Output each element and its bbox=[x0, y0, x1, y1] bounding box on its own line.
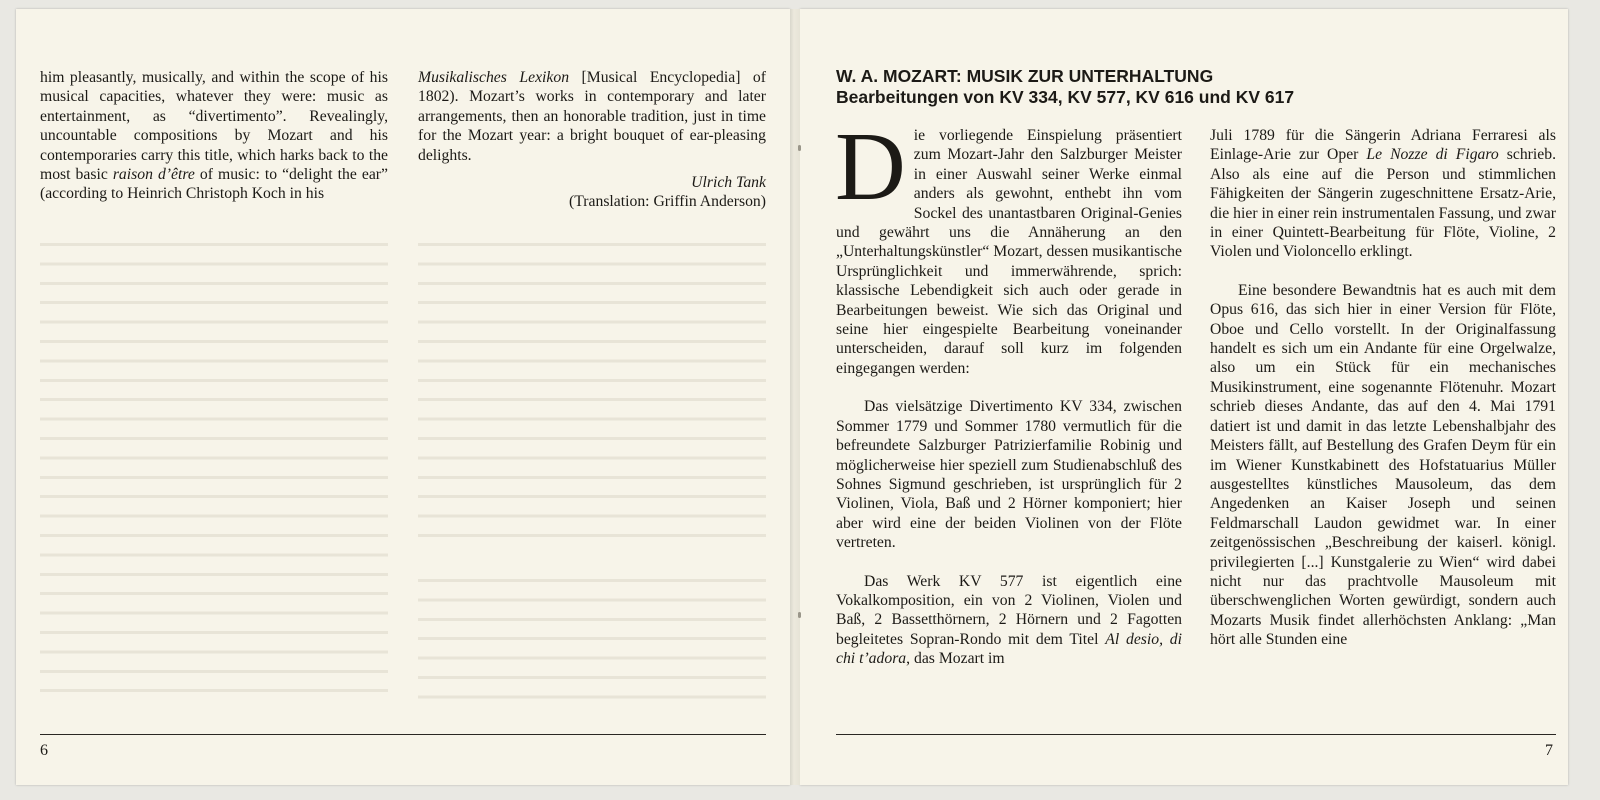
page-number: 6 bbox=[40, 742, 48, 759]
right-column-1 bbox=[835, 113, 1183, 669]
paragraph-text: of music: to “delight the ear” (according to Heinrich Christoph Koch in his bbox=[40, 166, 388, 203]
italic-title: Al desio, di chi t’adora bbox=[836, 630, 1183, 668]
paragraph-text: Juli 1789 für die Sängerin Adriana Ferraresi als Einlage-Arie zur Oper bbox=[1210, 127, 1556, 164]
footer-rule bbox=[836, 734, 1556, 735]
paragraph bbox=[40, 68, 388, 204]
paragraph: Eine besondere Bewandtnis hat es auch mit dem Opus 616, das sich hier in einer Version für Flöte, Oboe und Cello vorstellt. In der Originalfassung handelt es sich um ein Andante für eine Orgelwalze, also um ein Stück für ein mechanisches Musikinstrument, eine sogenannte Flötenuhr. Mozart schrieb dieses Andante, das auf den 4. Mai 1791 datiert ist und damit in das letzte Lebenshalbjahr des Meisters fällt, auf Bestellung des Grafen Deym für ein im Wiener Kunstkabinett des Hofstatuarius Müller ausgestelltes künstliches Mausoleum, das dem Angedenken an Kaiser Joseph und seinen Feldmarschall Laudon gewidmet war. In einer zeitgenössischen „Beschreibung der kaiserl. königl. privilegierten [...] Kunstgalerie zu Wien“ wird dabei nicht nur das prachtvolle Mausoleum mit überschwenglichen Worten gewürdigt, sondern auch Mozarts Musik findet allerhöchsten Anklang: „Man hört alle Stunden eine bbox=[1210, 281, 1556, 649]
paragraph-text: him pleasantly, musically, and within the scope of his musical capacities, whatever they were: music as entertainment, as “divertimento”. Revealingly, uncountable compositions by Mozart and his contemporaries carry this title, which harks back to the most basic bbox=[40, 69, 388, 184]
show-through-texture bbox=[418, 232, 766, 542]
staple-hole bbox=[798, 612, 801, 618]
drop-cap: D bbox=[835, 113, 906, 221]
paragraph-text: , das Mozart im bbox=[906, 650, 1005, 668]
italic-title: Musikalisches Lexikon bbox=[418, 69, 570, 86]
staple-hole bbox=[798, 145, 801, 151]
show-through-texture bbox=[418, 568, 766, 703]
left-column-1 bbox=[40, 68, 388, 204]
left-column-2 bbox=[418, 68, 766, 212]
section-heading bbox=[836, 66, 1294, 108]
footer-rule bbox=[40, 734, 766, 735]
italic-title: Le Nozze di Figaro bbox=[1366, 146, 1499, 164]
heading-title: W. A. MOZART: MUSIK ZUR UNTERHALTUNG bbox=[836, 66, 1214, 86]
paragraph-text: schrieb. Also als eine auf die Person und stimmlichen Fähigkeiten der Sängerin zugeschnittene Ersatz-Arie, die hier in einer rein instrumentalen Fassung, und zwar in einer Quintett-Bearbeitung für Flöte, Violine, 2 Violen und Violoncello erklingt. bbox=[1210, 146, 1556, 261]
paragraph-text: Das Werk KV 577 ist eigentlich eine Vokalkomposition, ein von 2 Violinen, Violen und Baß, 2 Bassetthörnern, 2 Hörnern und 2 Fagotten begleitetes Sopran-Rondo mit dem Titel bbox=[836, 572, 1182, 648]
paragraph: Das vielsätzige Divertimento KV 334, zwischen Sommer 1779 und Sommer 1780 vermutlich für die befreundete Salzburger Patrizierfamilie Robinig und möglicherweise hier speziell zum Studienabschluß des Sohnes Sigmund geschrieben, ist ursprünglich für 2 Violinen, Viola, Baß und 2 Hörner komponiert; hier aber wird eine der beiden Violinen von der Flöte vertreten. bbox=[836, 398, 1182, 552]
translation-credit: (Translation: Griffin Anderson) bbox=[569, 193, 766, 211]
italic-phrase: raison d’être bbox=[112, 166, 195, 184]
paragraph-text: ie vorliegende Einspielung präsentiert zum Mozart-Jahr den Salzburger Meister in einer Auswahl seiner Werke einmal anders als gewohnt, enthebt ihn vom Sockel des unantastbaren Original-Genies und gewährt uns die Annäherung an den „Unterhaltungskünstler“ Mozart, dessen musikantische Ursprünglichkeit und immerwährende, sprich: klassische Lebendigkeit sich auch oder gerade in Bearbeitungen beweist. Wie sich das Original und seine hier eingespielte Bearbeitung voneinander unterscheiden, darauf soll kurz im folgenden eingegangen werden: bbox=[836, 127, 1182, 377]
paragraph bbox=[836, 572, 1182, 669]
right-column-2 bbox=[1210, 126, 1556, 650]
paragraph bbox=[1210, 126, 1556, 262]
paragraph-text: [Musical Encyclopedia] of 1802). Mozart’s works in contemporary and later arrangements, then an honorable tradition, just in time for the Mozart year: a bright bouquet of ear-pleasing delights. bbox=[418, 69, 766, 164]
author-name: Ulrich Tank bbox=[691, 174, 766, 192]
booklet-spine bbox=[790, 9, 800, 785]
paragraph bbox=[835, 113, 1182, 378]
paragraph bbox=[418, 68, 766, 165]
page-number: 7 bbox=[1545, 742, 1553, 759]
show-through-texture bbox=[40, 232, 388, 702]
heading-subtitle: Bearbeitungen von KV 334, KV 577, KV 616 und KV 617 bbox=[836, 87, 1295, 107]
